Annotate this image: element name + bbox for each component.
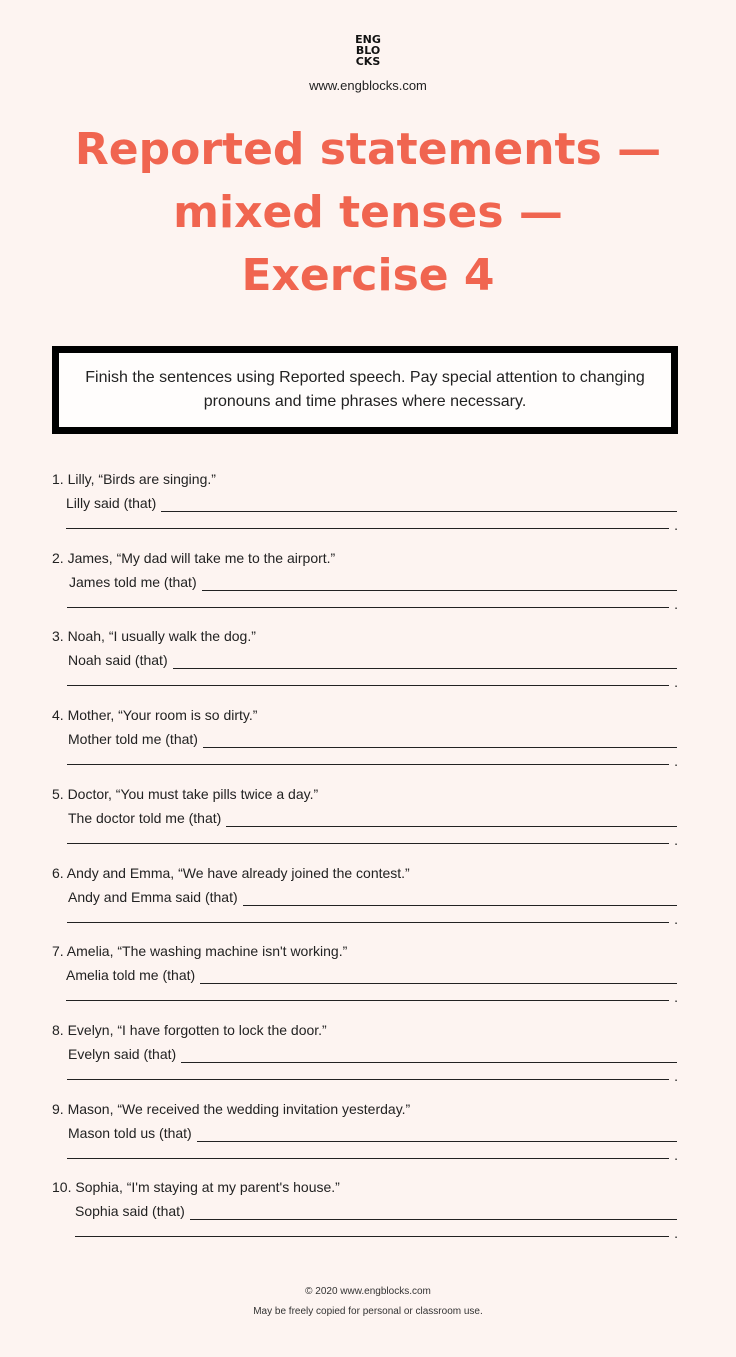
page-title [0,118,736,307]
answer-line[interactable] [190,1203,677,1220]
answer-row [68,1045,677,1063]
exercise-item [0,864,736,944]
answer-line-continuation[interactable] [67,922,669,923]
sentence-end: . [674,596,678,612]
answer-row [68,888,677,906]
exercise-prompt: 6. Andy and Emma, “We have already joined the contest.” [52,865,410,881]
exercise-prompt: 3. Noah, “I usually walk the dog.” [52,628,256,644]
sentence-end: . [674,911,678,927]
answer-line[interactable] [173,652,677,669]
site-url[interactable]: www.engblocks.com [309,78,427,93]
exercise-prompt: 8. Evelyn, “I have forgotten to lock the door.” [52,1022,327,1038]
answer-lead: Lilly said (that) [66,495,157,511]
exercise-item [0,706,736,786]
sentence-end: . [674,674,678,690]
exercise-prompt: 4. Mother, “Your room is so dirty.” [52,707,258,723]
exercise-item [0,549,736,629]
answer-lead: Mother told me (that) [68,731,198,747]
exercise-prompt: 9. Mason, “We received the wedding invitation yesterday.” [52,1101,411,1117]
answer-line[interactable] [200,967,677,984]
exercise-item [0,1178,736,1258]
instruction-box [52,346,678,434]
answer-line-continuation[interactable] [66,1000,669,1001]
exercise-prompt: 10. Sophia, “I'm staying at my parent's house.” [52,1179,340,1195]
answer-line[interactable] [161,495,677,512]
exercise-item [0,942,736,1022]
answer-line-continuation[interactable] [67,764,669,765]
logo-line-3: CKS [355,55,381,68]
answer-line-continuation[interactable] [66,528,669,529]
answer-row [69,573,677,591]
answer-line[interactable] [181,1046,677,1063]
logo-line-2: BLO [355,44,381,57]
answer-row [66,966,677,984]
answer-line-continuation[interactable] [67,843,669,844]
answer-line[interactable] [203,731,677,748]
title-line-2: mixed tenses — [173,187,563,238]
instruction-text: Finish the sentences using Reported speech. Pay special attention to changing pronouns and time phrases where necessary. [85,369,645,410]
exercise-prompt: 2. James, “My dad will take me to the airport.” [52,550,336,566]
answer-row [68,809,677,827]
answer-line[interactable] [226,810,677,827]
sentence-end: . [674,989,678,1005]
sentence-end: . [674,517,678,533]
answer-line-continuation[interactable] [67,607,669,608]
answer-line[interactable] [243,889,677,906]
answer-row [68,730,677,748]
answer-row [68,1124,677,1142]
answer-line-continuation[interactable] [75,1236,669,1237]
sentence-end: . [674,832,678,848]
logo-line-1: ENG [355,33,381,46]
sentence-end: . [674,1147,678,1163]
answer-lead: Noah said (that) [68,652,168,668]
exercise-prompt: 1. Lilly, “Birds are singing.” [52,471,216,487]
exercise-item [0,627,736,707]
title-line-1: Reported statements — [74,124,662,175]
answer-row [75,1202,677,1220]
answer-lead: Mason told us (that) [68,1125,192,1141]
answer-line-continuation[interactable] [67,1079,669,1080]
answer-lead: Andy and Emma said (that) [68,889,238,905]
answer-line[interactable] [202,574,677,591]
answer-line-continuation[interactable] [67,1158,669,1159]
footer-usage-note: May be freely copied for personal or classroom use. [253,1306,483,1317]
answer-lead: James told me (that) [69,574,197,590]
engblocks-logo [0,34,736,67]
answer-row [68,651,677,669]
answer-line-continuation[interactable] [67,685,669,686]
footer-copyright: © 2020 www.engblocks.com [305,1286,431,1297]
exercise-item [0,1021,736,1101]
exercise-item [0,470,736,550]
exercise-item [0,785,736,865]
answer-lead: Sophia said (that) [75,1203,185,1219]
answer-lead: Amelia told me (that) [66,967,196,983]
answer-lead: Evelyn said (that) [68,1046,177,1062]
exercise-prompt: 5. Doctor, “You must take pills twice a day.” [52,786,319,802]
sentence-end: . [674,1068,678,1084]
sentence-end: . [674,753,678,769]
answer-line[interactable] [197,1125,677,1142]
exercise-prompt: 7. Amelia, “The washing machine isn't working.” [52,943,348,959]
answer-lead: The doctor told me (that) [68,810,222,826]
sentence-end: . [674,1225,678,1241]
answer-row [66,494,677,512]
title-line-3: Exercise 4 [241,250,495,301]
exercise-item [0,1100,736,1180]
